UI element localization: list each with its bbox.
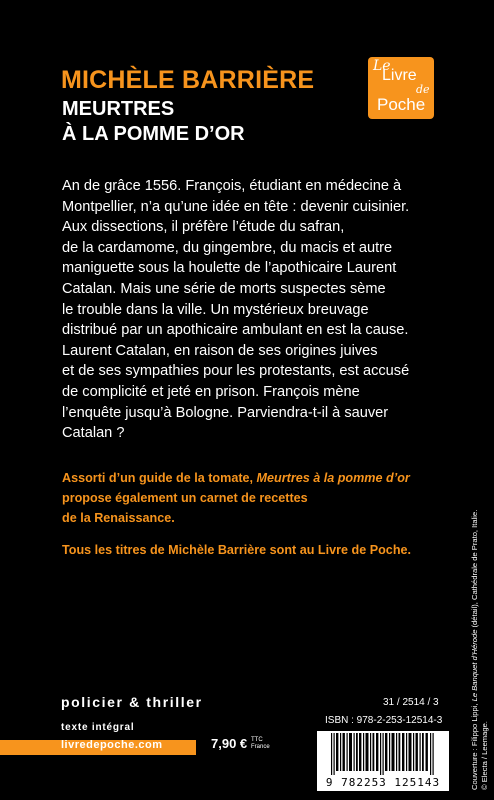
credit-line-1 bbox=[470, 509, 480, 790]
credit-post: (détail), Cathédrale de Prato, Italie. bbox=[470, 509, 479, 630]
series-note: Tous les titres de Michèle Barrière sont au Livre de Poche. bbox=[62, 543, 412, 557]
synopsis-line: et de ses sympathies pour les protestants, est accusé bbox=[62, 363, 410, 380]
book-title-line-2: À LA POMME D’OR bbox=[62, 123, 245, 145]
blurb bbox=[62, 468, 442, 528]
synopsis-line: le trouble dans la ville. Un mystérieux breuvage bbox=[62, 301, 369, 318]
cover-credit bbox=[470, 509, 490, 790]
blurb-line-1 bbox=[62, 468, 442, 488]
price: 7,90 € bbox=[211, 736, 248, 751]
synopsis-line: distribué par un apothicaire ambulant en est la cause. bbox=[62, 322, 409, 339]
publisher-logo bbox=[368, 57, 434, 119]
synopsis-line: Catalan ? bbox=[62, 425, 125, 442]
book-title-line-1: MEURTRES bbox=[62, 98, 175, 120]
synopsis-line: Laurent Catalan, en raison de ses origines juives bbox=[62, 342, 378, 359]
genre-label: policier & thriller bbox=[61, 694, 203, 710]
blurb-line-1-text: Assorti d’un guide de la tomate, bbox=[62, 471, 257, 485]
synopsis-line: Aux dissections, il préfère l’étude du safran, bbox=[62, 219, 345, 236]
logo-text-livre: Livre bbox=[382, 67, 417, 84]
blurb-line-3: de la Renaissance. bbox=[62, 511, 175, 525]
logo-text-le: Le bbox=[373, 58, 391, 74]
synopsis bbox=[62, 176, 442, 444]
reference-number: 31 / 2514 / 3 bbox=[383, 697, 439, 708]
synopsis-line: de complicité et jeté en prison. François mène bbox=[62, 383, 360, 400]
barcode-number: 9 782253 125143 bbox=[325, 776, 441, 789]
logo-text-de: de bbox=[416, 83, 430, 96]
credit-line-2: © Electa / Leemage. bbox=[480, 721, 489, 790]
blurb-line-2: propose également un carnet de recettes bbox=[62, 491, 308, 505]
credit-artwork-title: Le Banquet d’Hérode bbox=[470, 629, 479, 702]
author-name: MICHÈLE BARRIÈRE bbox=[61, 66, 315, 94]
synopsis-line: An de grâce 1556. François, étudiant en médecine à bbox=[62, 178, 402, 194]
barcode bbox=[317, 731, 449, 791]
isbn-label: ISBN : 978-2-253-12514-3 bbox=[325, 715, 443, 726]
synopsis-line: Catalan. Mais une série de morts suspectes sème bbox=[62, 280, 386, 297]
barcode-bars-icon bbox=[329, 733, 437, 775]
website-link[interactable]: livredepoche.com bbox=[61, 739, 163, 751]
synopsis-line: l’enquête jusqu’à Bologne. Parviendra-t-il à sauver bbox=[62, 404, 389, 421]
logo-text-poche: Poche bbox=[377, 95, 426, 114]
credit-pre: Couverture : Filippo Lippi, bbox=[470, 701, 479, 790]
synopsis-line: maniguette sous la houlette de l’apothicaire Laurent bbox=[62, 260, 397, 277]
price-note: TTC France bbox=[251, 737, 270, 750]
synopsis-line: de la cardamome, du gingembre, du macis et autre bbox=[62, 239, 393, 256]
synopsis-line: Montpellier, n’a qu’une idée en tête : devenir cuisinier. bbox=[62, 198, 410, 215]
edition-label: texte intégral bbox=[61, 722, 135, 733]
blurb-title-italic: Meurtres à la pomme d’or bbox=[256, 471, 410, 485]
